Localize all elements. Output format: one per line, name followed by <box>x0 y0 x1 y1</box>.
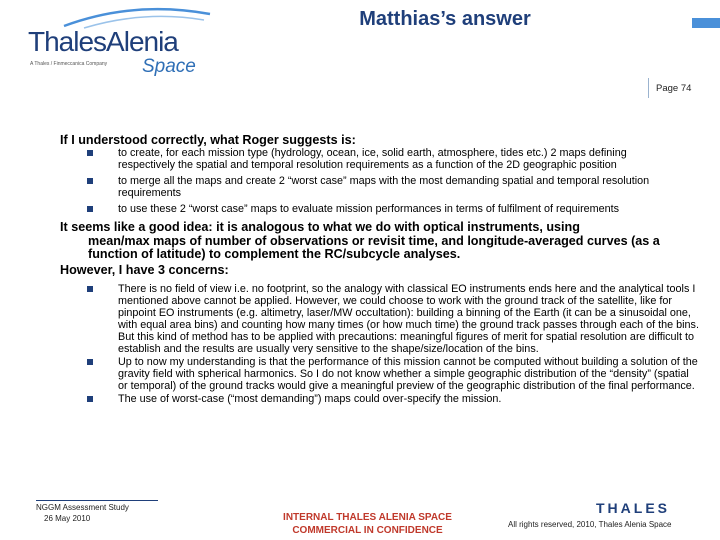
bullet-square-icon <box>87 178 93 184</box>
confidentiality-notice <box>260 511 475 537</box>
section-heading: If I understood correctly, what Roger suggests is: <box>60 133 356 147</box>
corner-accent <box>692 18 720 28</box>
thales-footer-logo: THALES <box>596 500 670 516</box>
list-item: Up to now my understanding is that the performance of this mission cannot be computed without building a solution of the gravity field with spherical harmonics. So I do not know whether a simple geographic distribution of the “density” (spatial or temporal) of the ground tracks would give a meaningful preview of the geographic distribution of the final performance. <box>60 356 700 392</box>
logo-tagline: A Thales / Finmeccanica Company <box>30 61 108 67</box>
thales-alenia-space-logo <box>24 6 214 77</box>
logo-name: ThalesAlenia <box>28 26 178 57</box>
list-item: to create, for each mission type (hydrology, ocean, ice, solid earth, atmosphere, tides etc.) 2 maps defining respectively the spatial and temporal resolution requirements as a function of the 2D geographic position <box>60 147 650 171</box>
list-item: to merge all the maps and create 2 “worst case” maps with the most demanding spatial and temporal resolution requirements <box>60 175 650 199</box>
confidentiality-line-1: INTERNAL THALES ALENIA SPACE <box>283 512 452 523</box>
slide-body <box>60 133 700 405</box>
statement-continuation: mean/max maps of number of observations or revisit time, and longitude-averaged curves (as a function of latitude) to complement the RC/subcycle analyses. <box>88 233 660 261</box>
page-number: Page 74 <box>656 83 692 94</box>
list-item: The use of worst-case (“most demanding”) maps could over-specify the mission. <box>60 393 700 405</box>
footer-study-name: NGGM Assessment Study <box>36 503 129 512</box>
list-item: There is no field of view i.e. no footprint, so the analogy with classical EO instruments ends here and the analytical tools I mentioned above cannot be applied. However, we could choose to work with the ground track of the satellite, like for pinpoint EO instruments (e.g. altimetry, laser/MW occultation): building a binning of the Earth (it can be a sinusoidal one, with equal area bins) and counting how many times (or how much time) the ground track passes through each of the bins. But this kind of method has to be applied with precautions: meaningful figures of merit for spatial resolution are difficult to establish and the results are usually very sensitive to the shape/size/location of the bins. <box>60 283 700 355</box>
concerns-list <box>60 283 700 405</box>
slide-title: Matthias’s answer <box>359 8 531 30</box>
bullet-square-icon <box>87 286 93 292</box>
footer-date: 26 May 2010 <box>44 514 91 523</box>
suggestion-list <box>60 147 650 215</box>
footer-divider <box>36 500 158 501</box>
statement-paragraph <box>60 221 700 262</box>
bullet-square-icon <box>87 150 93 156</box>
logo-space: Space <box>142 56 196 77</box>
concerns-heading: However, I have 3 concerns: <box>60 262 229 277</box>
page-number-divider <box>648 78 649 98</box>
copyright-notice: All rights reserved, 2010, Thales Alenia Space <box>508 520 672 529</box>
bullet-square-icon <box>87 396 93 402</box>
list-item: to use these 2 “worst case” maps to evaluate mission performances in terms of fulfilment of requirements <box>60 203 650 215</box>
statement-first-line: It seems like a good idea: it is analogous to what we do with optical instruments, using <box>60 220 580 234</box>
confidentiality-line-2: COMMERCIAL IN CONFIDENCE <box>292 525 443 536</box>
bullet-square-icon <box>87 359 93 365</box>
bullet-square-icon <box>87 206 93 212</box>
